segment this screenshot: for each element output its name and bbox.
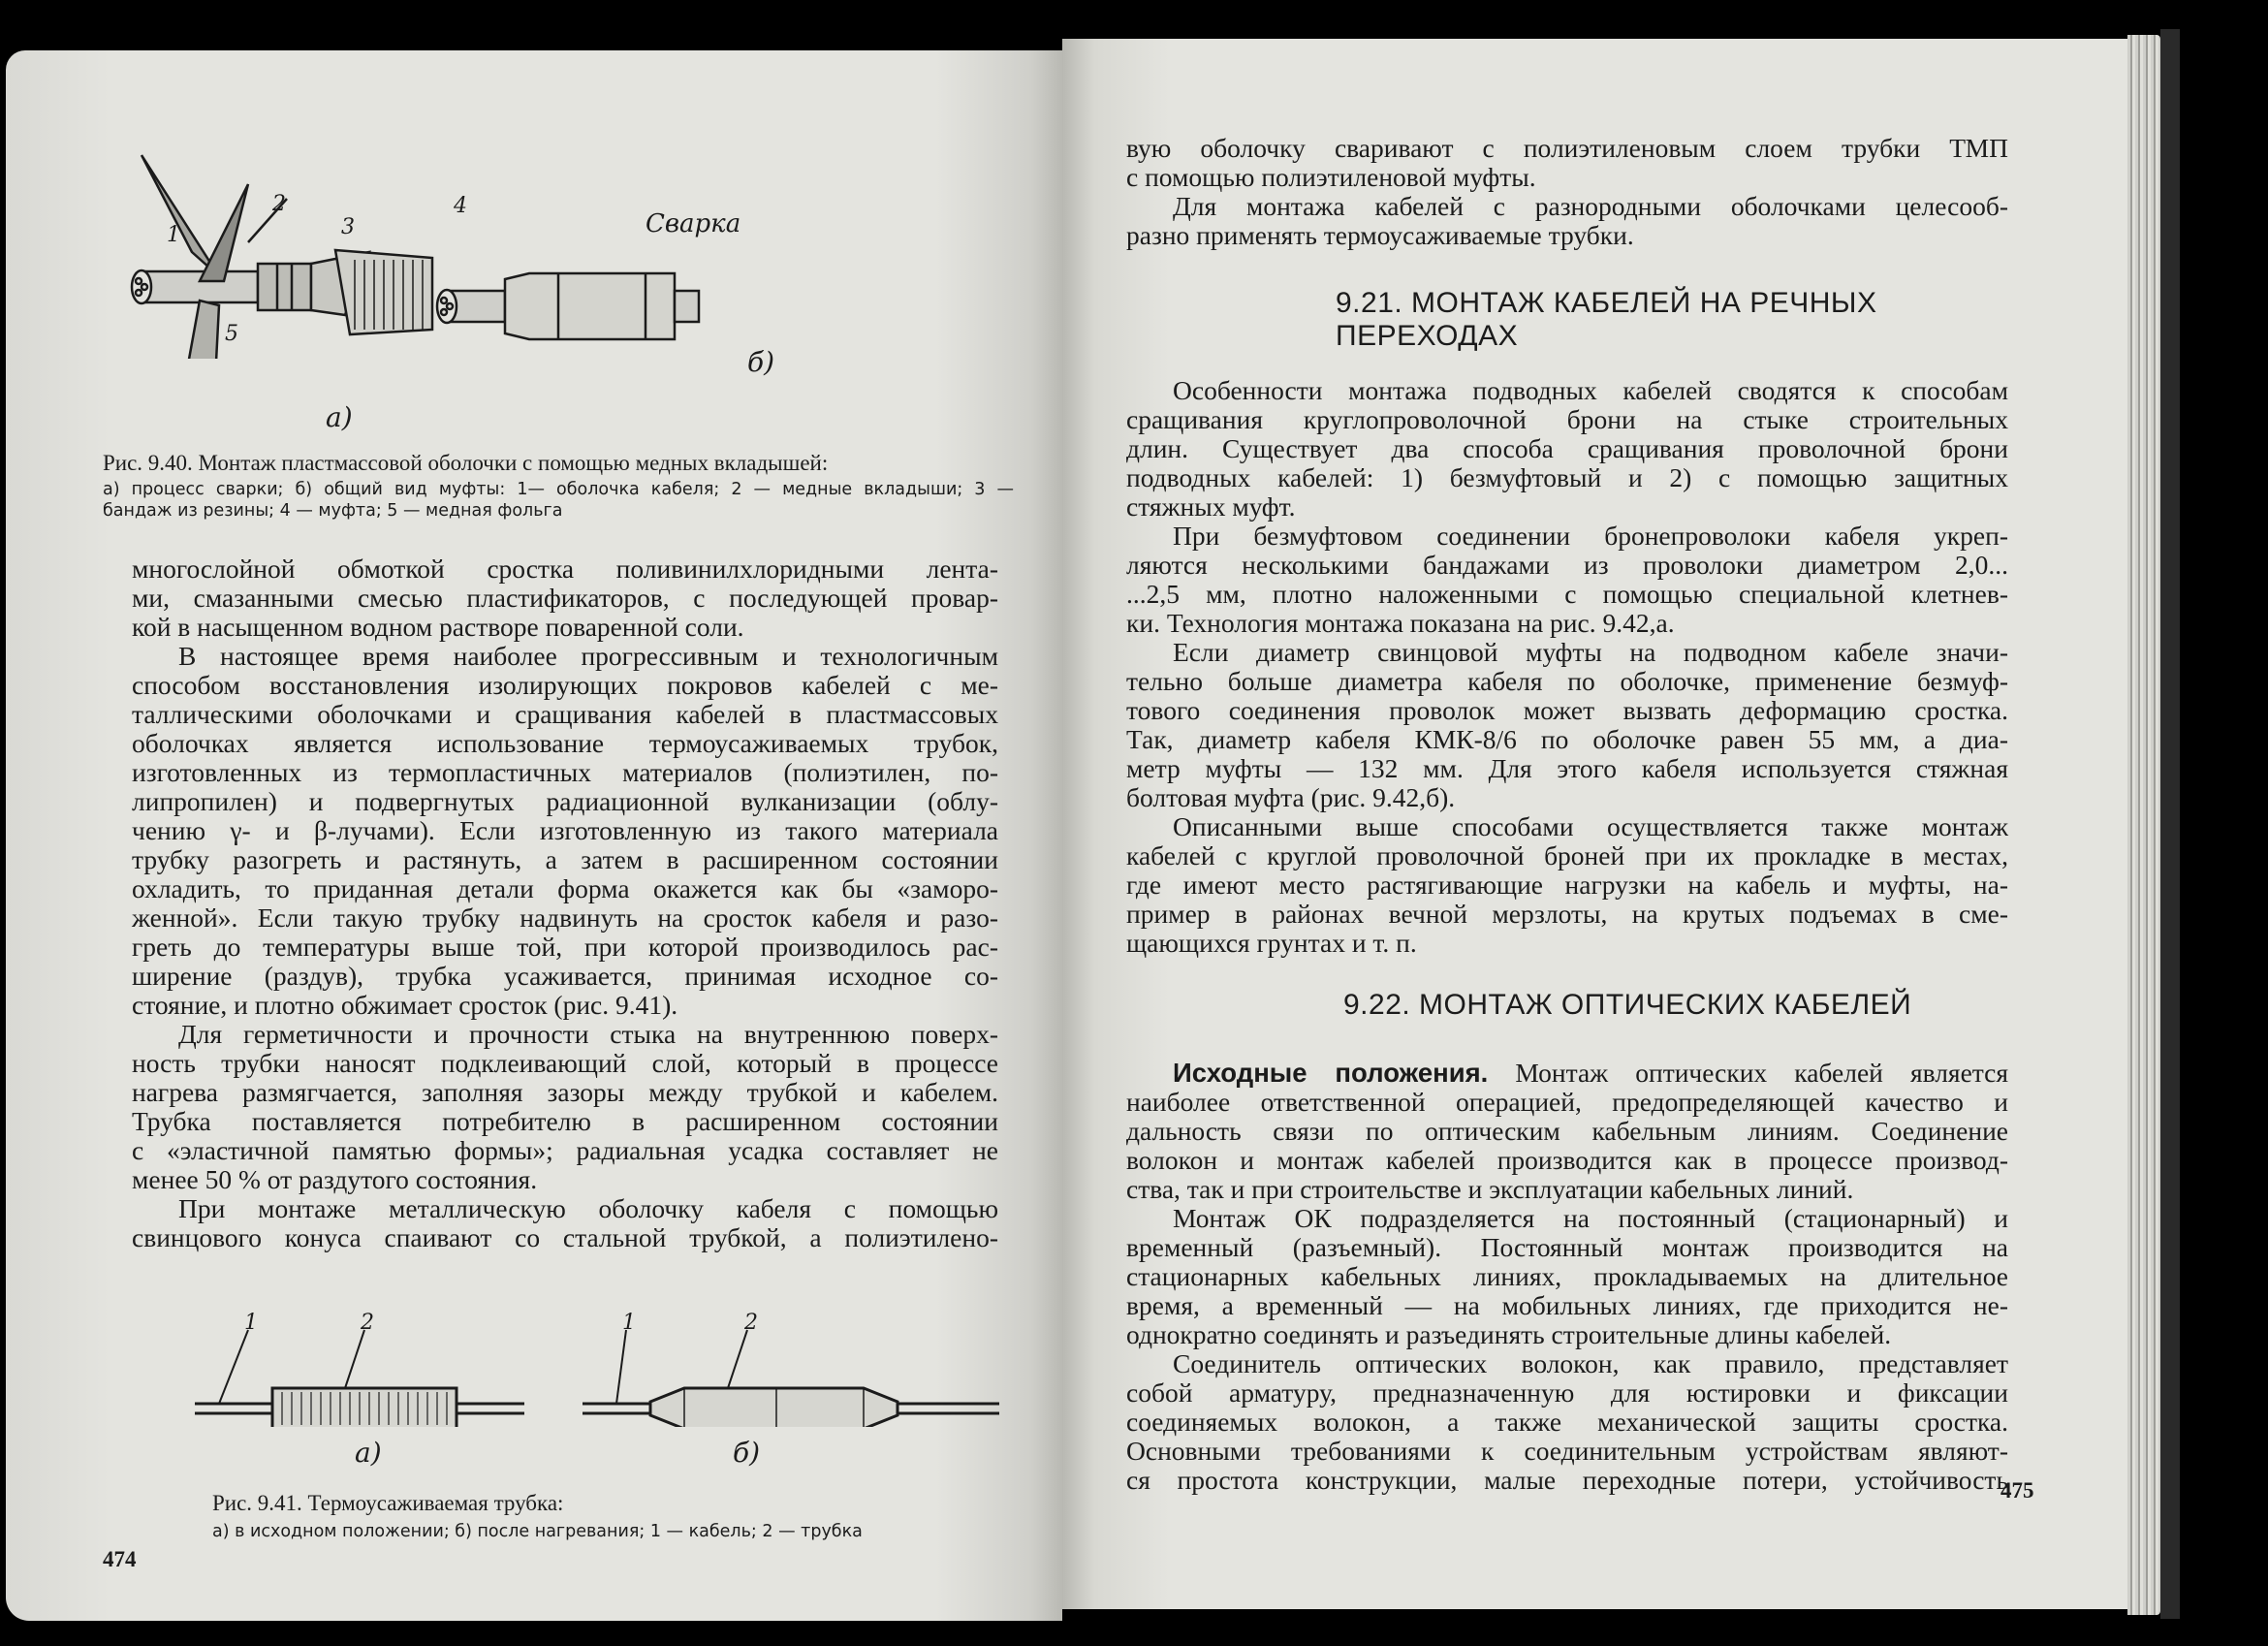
text-line: длин. Существует два способа сращивания проволочной брони [1126,433,2008,463]
text-line: дальность связи по оптическим кабельным линиям. Соединение [1126,1116,2008,1146]
text-line: При безмуфтовом соединении бронепроволоки кабеля укреп- [1173,521,2008,551]
text-line: При монтаже металлическую оболочку кабеля с помощью [178,1193,998,1223]
right-page [1062,39,2138,1609]
text-line: ...2,5 мм, плотно наложенными с помощью специальной клетнев- [1126,579,2008,609]
text-line: менее 50 % от раздутого состояния. [132,1164,538,1194]
text-line: стяжных муфт. [1126,491,1296,522]
text-line: временный (разъемный). Постоянный монтаж производится на [1126,1232,2008,1262]
text-line: Соединитель оптических волокон, как правило, представляет [1173,1348,2008,1378]
fig-9-40-label-1: 1 [167,223,180,247]
fig-9-40-label-3: 3 [341,215,355,239]
text-line: кабелей с круглой проволочной броней при их прокладке в местах, [1126,840,2008,870]
text-line: таллическими оболочками и сращивания кабелей в пластмассовых [132,699,998,729]
fig-9-41-label-1a: 1 [244,1311,258,1335]
text-line: ся простота конструкции, малые переходные потери, устойчивость [1126,1465,2008,1495]
fig-9-41-caption-title: Рис. 9.41. Термоусаживаемая трубка: [212,1491,564,1515]
fig-9-41-label-a: а) [355,1437,382,1469]
right-paragraph-3 [1126,376,2008,522]
text-line: ства, так и при строительстве и эксплуатации кабельных линий. [1126,1174,1854,1204]
text-line: пример в районах вечной мерзлоты, на крутых подъемах в сме- [1126,899,2008,929]
heading-line: 9.21. МОНТАЖ КАБЕЛЕЙ НА РЕЧНЫХ [1336,287,1877,319]
text-line: Для монтажа кабелей с разнородными оболочками целесооб- [1173,191,2008,221]
text-line: ширение (раздув), трубка усаживается, принимая исходное со- [132,961,998,991]
right-paragraph-7 [1126,1059,2008,1204]
text-line [1126,1059,2008,1088]
book-page-edges [2127,35,2160,1615]
text-line: Описанными выше способами осуществляется также монтаж [1173,811,2008,841]
text-line: нагрева размягчается, заполняя зазоры между трубкой и кабелем. [132,1077,998,1107]
text-line: наиболее ответственной операцией, предопределяющей качество и [1126,1087,2008,1117]
text-line: оболочках является использование термоусаживаемых трубок, [132,728,998,758]
fig-9-41-label-2b: 2 [744,1311,758,1335]
text-line: кой в насыщенном водном растворе поваренной соли. [132,612,744,642]
fig-9-40-label-a: а) [326,401,353,433]
text-line: с «эластичной памятью формы»; радиальная усадка составляет не [132,1135,998,1165]
heading-line: ПЕРЕХОДАХ [1336,320,1519,352]
text-line: тового соединения проволок может вызвать деформацию сростка. [1126,695,2008,725]
text-line: стационарных кабельных линиях, прокладываемых на длительное [1126,1261,2008,1291]
text-line: болтовая муфта (рис. 9.42,б). [1126,782,1456,812]
text-line: чению γ- и β-лучами). Если изготовленную из такого материала [132,815,998,845]
right-paragraph-9 [1126,1349,2008,1495]
right-paragraph-6 [1126,812,2008,958]
text-line: Основными требованиями к соединительным устройствам являют- [1126,1436,2008,1466]
text-line: ки. Технология монтажа показана на рис. 9.42,а. [1126,608,1675,638]
text-line: с помощью полиэтиленовой муфты. [1126,162,1536,192]
fig-9-41-caption: а) в исходном положении; б) после нагревания; 1 — кабель; 2 — трубка [212,1522,863,1541]
text-line: Если диаметр свинцовой муфты на подводном кабеле значи- [1173,637,2008,667]
fig-9-40-caption [103,479,1014,522]
right-paragraph-8 [1126,1204,2008,1349]
text-line: Трубка поставляется потребителю в расширенном состоянии [132,1106,998,1136]
section-heading-9-22: 9.22. МОНТАЖ ОПТИЧЕСКИХ КАБЕЛЕЙ [1343,989,1912,1021]
page-number-right: 475 [2000,1478,2034,1503]
text-line: охладить, то приданная детали форма окажется как бы «заморо- [132,873,998,903]
page-number-left: 474 [103,1547,137,1571]
run-in-heading: Исходные положения. [1173,1058,1489,1088]
text-line: трубку разогреть и растянуть, а затем в расширенном состоянии [132,844,998,874]
left-paragraph-2 [132,642,998,1020]
caption-line: бандаж из резины; 4 — муфта; 5 — медная фольга [103,501,563,521]
text-line: однократно соединять и разъединять строительные длины кабелей. [1126,1319,1892,1349]
text-line: ми, смазанными смесью пластификаторов, с последующей провар- [132,583,998,613]
text-line: соединяемых волокон, а также механической защиты сростка. [1126,1407,2008,1437]
text-line: собой арматуру, предназначенную для юстировки и фиксации [1126,1377,2008,1408]
text-line: вую оболочку сваривают с полиэтиленовым слоем трубки ТМП [1126,133,2008,163]
right-paragraph-5 [1126,638,2008,812]
text-line: Монтаж ОК подразделяется на постоянный (стационарный) и [1173,1203,2008,1233]
left-page [6,50,1062,1621]
fig-9-40-label-2: 2 [272,192,286,216]
text-line: ляются несколькими бандажами из проволоки диаметром 2,0... [1126,550,2008,580]
caption-line: а) процесс сварки; б) общий вид муфты: 1— оболочка кабеля; 2 — медные вкладыши; 3 — [103,480,1014,499]
text-line: подводных кабелей: 1) безмуфтовый и 2) с помощью защитных [1126,462,2008,492]
book-cover-edge [2160,29,2180,1619]
text-line: липропилен) и подвергнутых радиационной вулканизации (облу- [132,786,998,816]
text-line: сращивания круглопроволочной брони на стыке строительных [1126,404,2008,434]
fig-9-41-label-2a: 2 [361,1311,374,1335]
fig-9-41-label-b: б) [733,1437,761,1469]
text-line: тельно больше диаметра кабеля по оболочке, применение безмуф- [1126,666,2008,696]
text-line: щающихся грунтах и т. п. [1126,928,1417,958]
text-line: разно применять термоусаживаемые трубки. [1126,220,1634,250]
text-line: Особенности монтажа подводных кабелей сводятся к способам [1173,375,2008,405]
text-line: где имеют место растягивающие нагрузки на кабель и муфты, на- [1126,870,2008,900]
fig-9-40-label-weld: Сварка [646,209,741,238]
text-line: многослойной обмоткой сростка поливинилхлоридными лента- [132,554,998,584]
text-line: греть до температуры выше той, при которой производилось рас- [132,932,998,962]
right-paragraph-1 [1126,134,2008,192]
text-line: время, а временный — на мобильных линиях, где приходится не- [1126,1290,2008,1320]
text-line: Так, диаметр кабеля КМК-8/6 по оболочке равен 55 мм, а диа- [1126,724,2008,754]
fig-9-40-drawing [103,145,704,359]
left-paragraph-4 [132,1194,998,1252]
fig-9-41-drawing [195,1320,999,1427]
fig-9-40-label-4: 4 [454,194,467,218]
text-line: волокон и монтаж кабелей производится как в процессе производ- [1126,1145,2008,1175]
right-paragraph-4 [1126,522,2008,638]
fig-9-40-caption-title: Рис. 9.40. Монтаж пластмассовой оболочки с помощью медных вкладышей: [103,451,829,475]
section-heading-9-21 [1336,287,1876,353]
text-line: ность трубки наносят подклеивающий слой, который в процессе [132,1048,998,1078]
fig-9-40-label-b: б) [747,346,775,378]
fig-9-41-label-1b: 1 [622,1311,636,1335]
text-line: метр муфты — 132 мм. Для этого кабеля используется стяжная [1126,753,2008,783]
text-line: женной». Если такую трубку надвинуть на сросток кабеля и разо- [132,902,998,933]
text-line: стояние, и плотно обжимает сросток (рис. 9.41). [132,990,678,1020]
text-line: В настоящее время наиболее прогрессивным и технологичным [178,641,998,671]
text-line: способом восстановления изолирующих покровов кабелей с ме- [132,670,998,700]
text-line: изготовленных из термопластичных материалов (полиэтилен, по- [132,757,998,787]
text-line: Для герметичности и прочности стыка на внутреннюю поверх- [178,1019,998,1049]
left-paragraph-1 [132,554,998,642]
left-paragraph-3 [132,1020,998,1194]
text-run: Монтаж оптических кабелей является [1488,1058,2008,1088]
fig-9-40-label-5: 5 [225,322,238,346]
text-line: свинцового конуса спаивают со стальной трубкой, а полиэтилено- [132,1222,998,1252]
right-paragraph-2 [1126,192,2008,250]
